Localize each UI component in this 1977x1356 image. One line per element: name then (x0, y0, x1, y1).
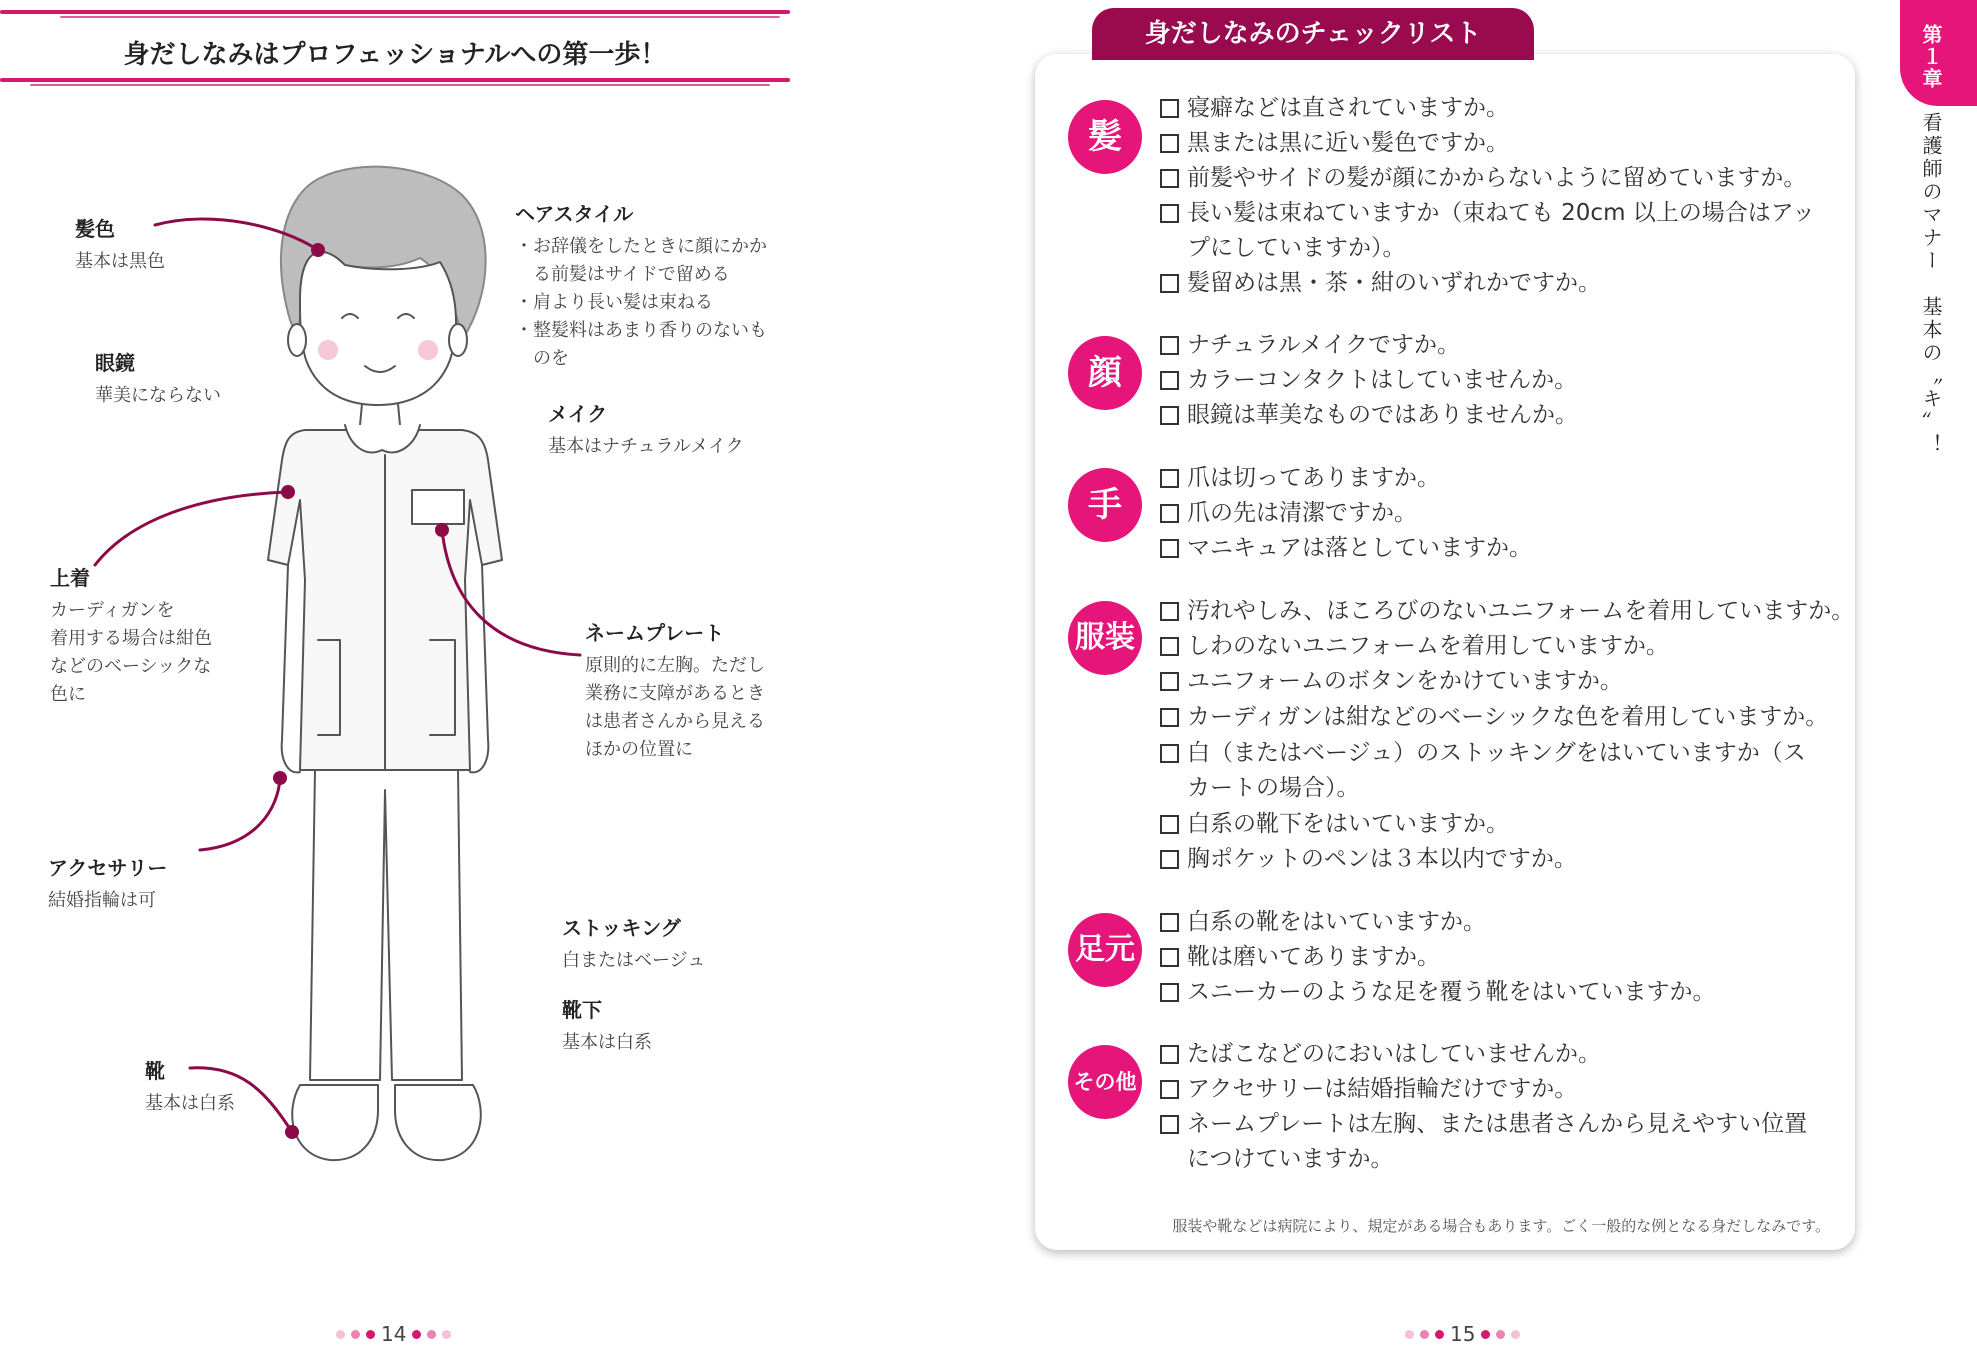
label-nameplate (585, 617, 765, 764)
label-glasses-body: 華美にならない (95, 385, 221, 406)
label-shoes-body: 基本は白系 (145, 1093, 235, 1114)
check-item[interactable]: 黒または黒に近い髪色ですか。 (1160, 126, 1845, 161)
label-socks (562, 994, 652, 1057)
check-item[interactable]: 長い髪は束ねていますか（束ねても 20cm 以上の場合はアッ プにしていますか）。 (1160, 196, 1845, 266)
checklist-footnote: 服装や靴などは病院により、規定がある場合もあります。ごく一般的な例となる身だしなみです。 (1172, 1217, 1830, 1235)
label-jacket-line: カーディガンを (50, 600, 175, 621)
label-nameplate-line: ほかの位置に (585, 739, 693, 760)
category-badge-clothing: 服装 (1068, 601, 1142, 675)
category-badge-hand: 手 (1068, 468, 1142, 542)
label-glasses-title: 眼鏡 (95, 351, 135, 375)
label-socks-body: 基本は白系 (562, 1032, 652, 1053)
checklist-tab-title: 身だしなみのチェックリスト (1092, 8, 1534, 60)
label-accessory-title: アクセサリー (48, 856, 168, 880)
check-item[interactable]: カラーコンタクトはしていませんか。 (1160, 363, 1845, 398)
label-stocking-body: 白またはベージュ (562, 950, 706, 971)
category-badge-feet: 足元 (1068, 913, 1142, 987)
label-accessory (48, 852, 167, 915)
checkbox-icon[interactable] (1160, 1045, 1179, 1064)
checkbox-icon[interactable] (1160, 983, 1179, 1002)
label-jacket-title: 上着 (50, 566, 90, 590)
checkbox-icon[interactable] (1160, 134, 1179, 153)
label-jacket-line: 色に (50, 684, 86, 705)
checkbox-icon[interactable] (1160, 406, 1179, 425)
check-item[interactable]: 靴は磨いてありますか。 (1160, 940, 1845, 975)
chapter-label: 第１章 (1919, 24, 1943, 90)
label-hairstyle-bullet-line: のを (533, 348, 569, 369)
label-hairstyle-bullet-line: ・整髪料はあまり香りのないも (515, 320, 767, 341)
checkbox-icon[interactable] (1160, 169, 1179, 188)
check-item[interactable]: 胸ポケットのペンは３本以内ですか。 (1160, 842, 1845, 877)
check-item[interactable]: カーディガンは紺などのベーシックな色を着用していますか。 (1160, 700, 1845, 735)
leader-jacket (95, 492, 288, 565)
checkbox-icon[interactable] (1160, 274, 1179, 293)
right-page-number-text: 15 (1450, 1322, 1476, 1346)
check-item[interactable]: 白（またはベージュ）のストッキングをはいていますか（ス カートの場合）。 (1160, 736, 1845, 806)
checkbox-icon[interactable] (1160, 744, 1179, 763)
check-item[interactable]: 白系の靴下をはいていますか。 (1160, 807, 1845, 842)
label-socks-title: 靴下 (562, 998, 602, 1022)
check-item[interactable]: しわのないユニフォームを着用していますか。 (1160, 629, 1845, 664)
checkbox-icon[interactable] (1160, 948, 1179, 967)
label-shoes-title: 靴 (145, 1059, 165, 1083)
check-item[interactable]: 爪は切ってありますか。 (1160, 461, 1845, 496)
check-item[interactable]: ネームプレートは左胸、または患者さんから見えやすい位置 につけていますか。 (1160, 1107, 1845, 1177)
check-item[interactable]: 眼鏡は華美なものではありませんか。 (1160, 398, 1845, 433)
category-badge-other: その他 (1068, 1045, 1142, 1119)
check-item[interactable]: 髪留めは黒・茶・紺のいずれかですか。 (1160, 266, 1845, 301)
checkbox-icon[interactable] (1160, 539, 1179, 558)
label-hairstyle-bullet-line: ・肩より長い髪は束ねる (515, 292, 713, 313)
checkbox-icon[interactable] (1160, 336, 1179, 355)
label-stocking (562, 912, 705, 975)
label-glasses (95, 347, 221, 410)
check-item[interactable]: 寝癖などは直されていますか。 (1160, 91, 1845, 126)
side-running-title: 看護師のマナー 基本の〝キ〟！ (1919, 112, 1943, 457)
label-hairstyle-title: ヘアスタイル (515, 202, 634, 226)
checkbox-icon[interactable] (1160, 504, 1179, 523)
left-page-number (336, 1322, 451, 1346)
checkbox-icon[interactable] (1160, 815, 1179, 834)
label-makeup-title: メイク (548, 402, 608, 426)
check-item[interactable]: ユニフォームのボタンをかけていますか。 (1160, 664, 1845, 699)
label-hair-color-body: 基本は黒色 (75, 251, 165, 272)
checkbox-icon[interactable] (1160, 1080, 1179, 1099)
checkbox-icon[interactable] (1160, 637, 1179, 656)
checkbox-icon[interactable] (1160, 672, 1179, 691)
check-item[interactable]: 爪の先は清潔ですか。 (1160, 496, 1845, 531)
check-item[interactable]: マニキュアは落としていますか。 (1160, 531, 1845, 566)
label-jacket (50, 562, 212, 709)
category-badge-hair: 髪 (1068, 100, 1142, 174)
left-page-number-text: 14 (381, 1322, 407, 1346)
checkbox-icon[interactable] (1160, 469, 1179, 488)
checkbox-icon[interactable] (1160, 913, 1179, 932)
label-hair-color-title: 髪色 (75, 217, 115, 241)
label-jacket-line: 着用する場合は紺色 (50, 628, 212, 649)
label-stocking-title: ストッキング (562, 916, 681, 940)
check-item[interactable]: 前髪やサイドの髪が顔にかからないように留めていますか。 (1160, 161, 1845, 196)
label-hair-color (75, 213, 165, 276)
checkbox-icon[interactable] (1160, 850, 1179, 869)
check-item[interactable]: ナチュラルメイクですか。 (1160, 328, 1845, 363)
label-nameplate-title: ネームプレート (585, 621, 725, 645)
label-nameplate-line: 原則的に左胸。ただし (585, 655, 765, 676)
left-page-title: 身だしなみはプロフェッショナルへの第一歩！ (123, 40, 667, 70)
check-item[interactable]: スニーカーのような足を覆う靴をはいていますか。 (1160, 975, 1845, 1010)
label-shoes (145, 1055, 235, 1118)
label-nameplate-line: は患者さんから見える (585, 711, 765, 732)
label-hairstyle-bullet-line: る前髪はサイドで留める (533, 264, 730, 285)
check-item[interactable]: たばこなどのにおいはしていませんか。 (1160, 1037, 1845, 1072)
category-badge-face: 顔 (1068, 336, 1142, 410)
label-makeup (548, 398, 744, 461)
checkbox-icon[interactable] (1160, 204, 1179, 223)
checkbox-icon[interactable] (1160, 99, 1179, 118)
check-item[interactable]: 汚れやしみ、ほころびのないユニフォームを着用していますか。 (1160, 594, 1860, 629)
label-accessory-body: 結婚指輪は可 (48, 890, 156, 911)
checkbox-icon[interactable] (1160, 602, 1179, 621)
check-item[interactable]: アクセサリーは結婚指輪だけですか。 (1160, 1072, 1845, 1107)
check-item[interactable]: 白系の靴をはいていますか。 (1160, 905, 1845, 940)
leader-accessory (200, 778, 280, 850)
label-jacket-line: などのベーシックな (50, 656, 212, 677)
label-nameplate-line: 業務に支障があるとき (585, 683, 765, 704)
right-page-number (1405, 1322, 1520, 1346)
checkbox-icon[interactable] (1160, 371, 1179, 390)
checkbox-icon[interactable] (1160, 1115, 1179, 1134)
label-hairstyle (515, 198, 800, 373)
label-hairstyle-bullet-line: ・お辞儀をしたときに顔にかか (515, 236, 767, 257)
checkbox-icon[interactable] (1160, 708, 1179, 727)
label-makeup-body: 基本はナチュラルメイク (548, 436, 744, 457)
